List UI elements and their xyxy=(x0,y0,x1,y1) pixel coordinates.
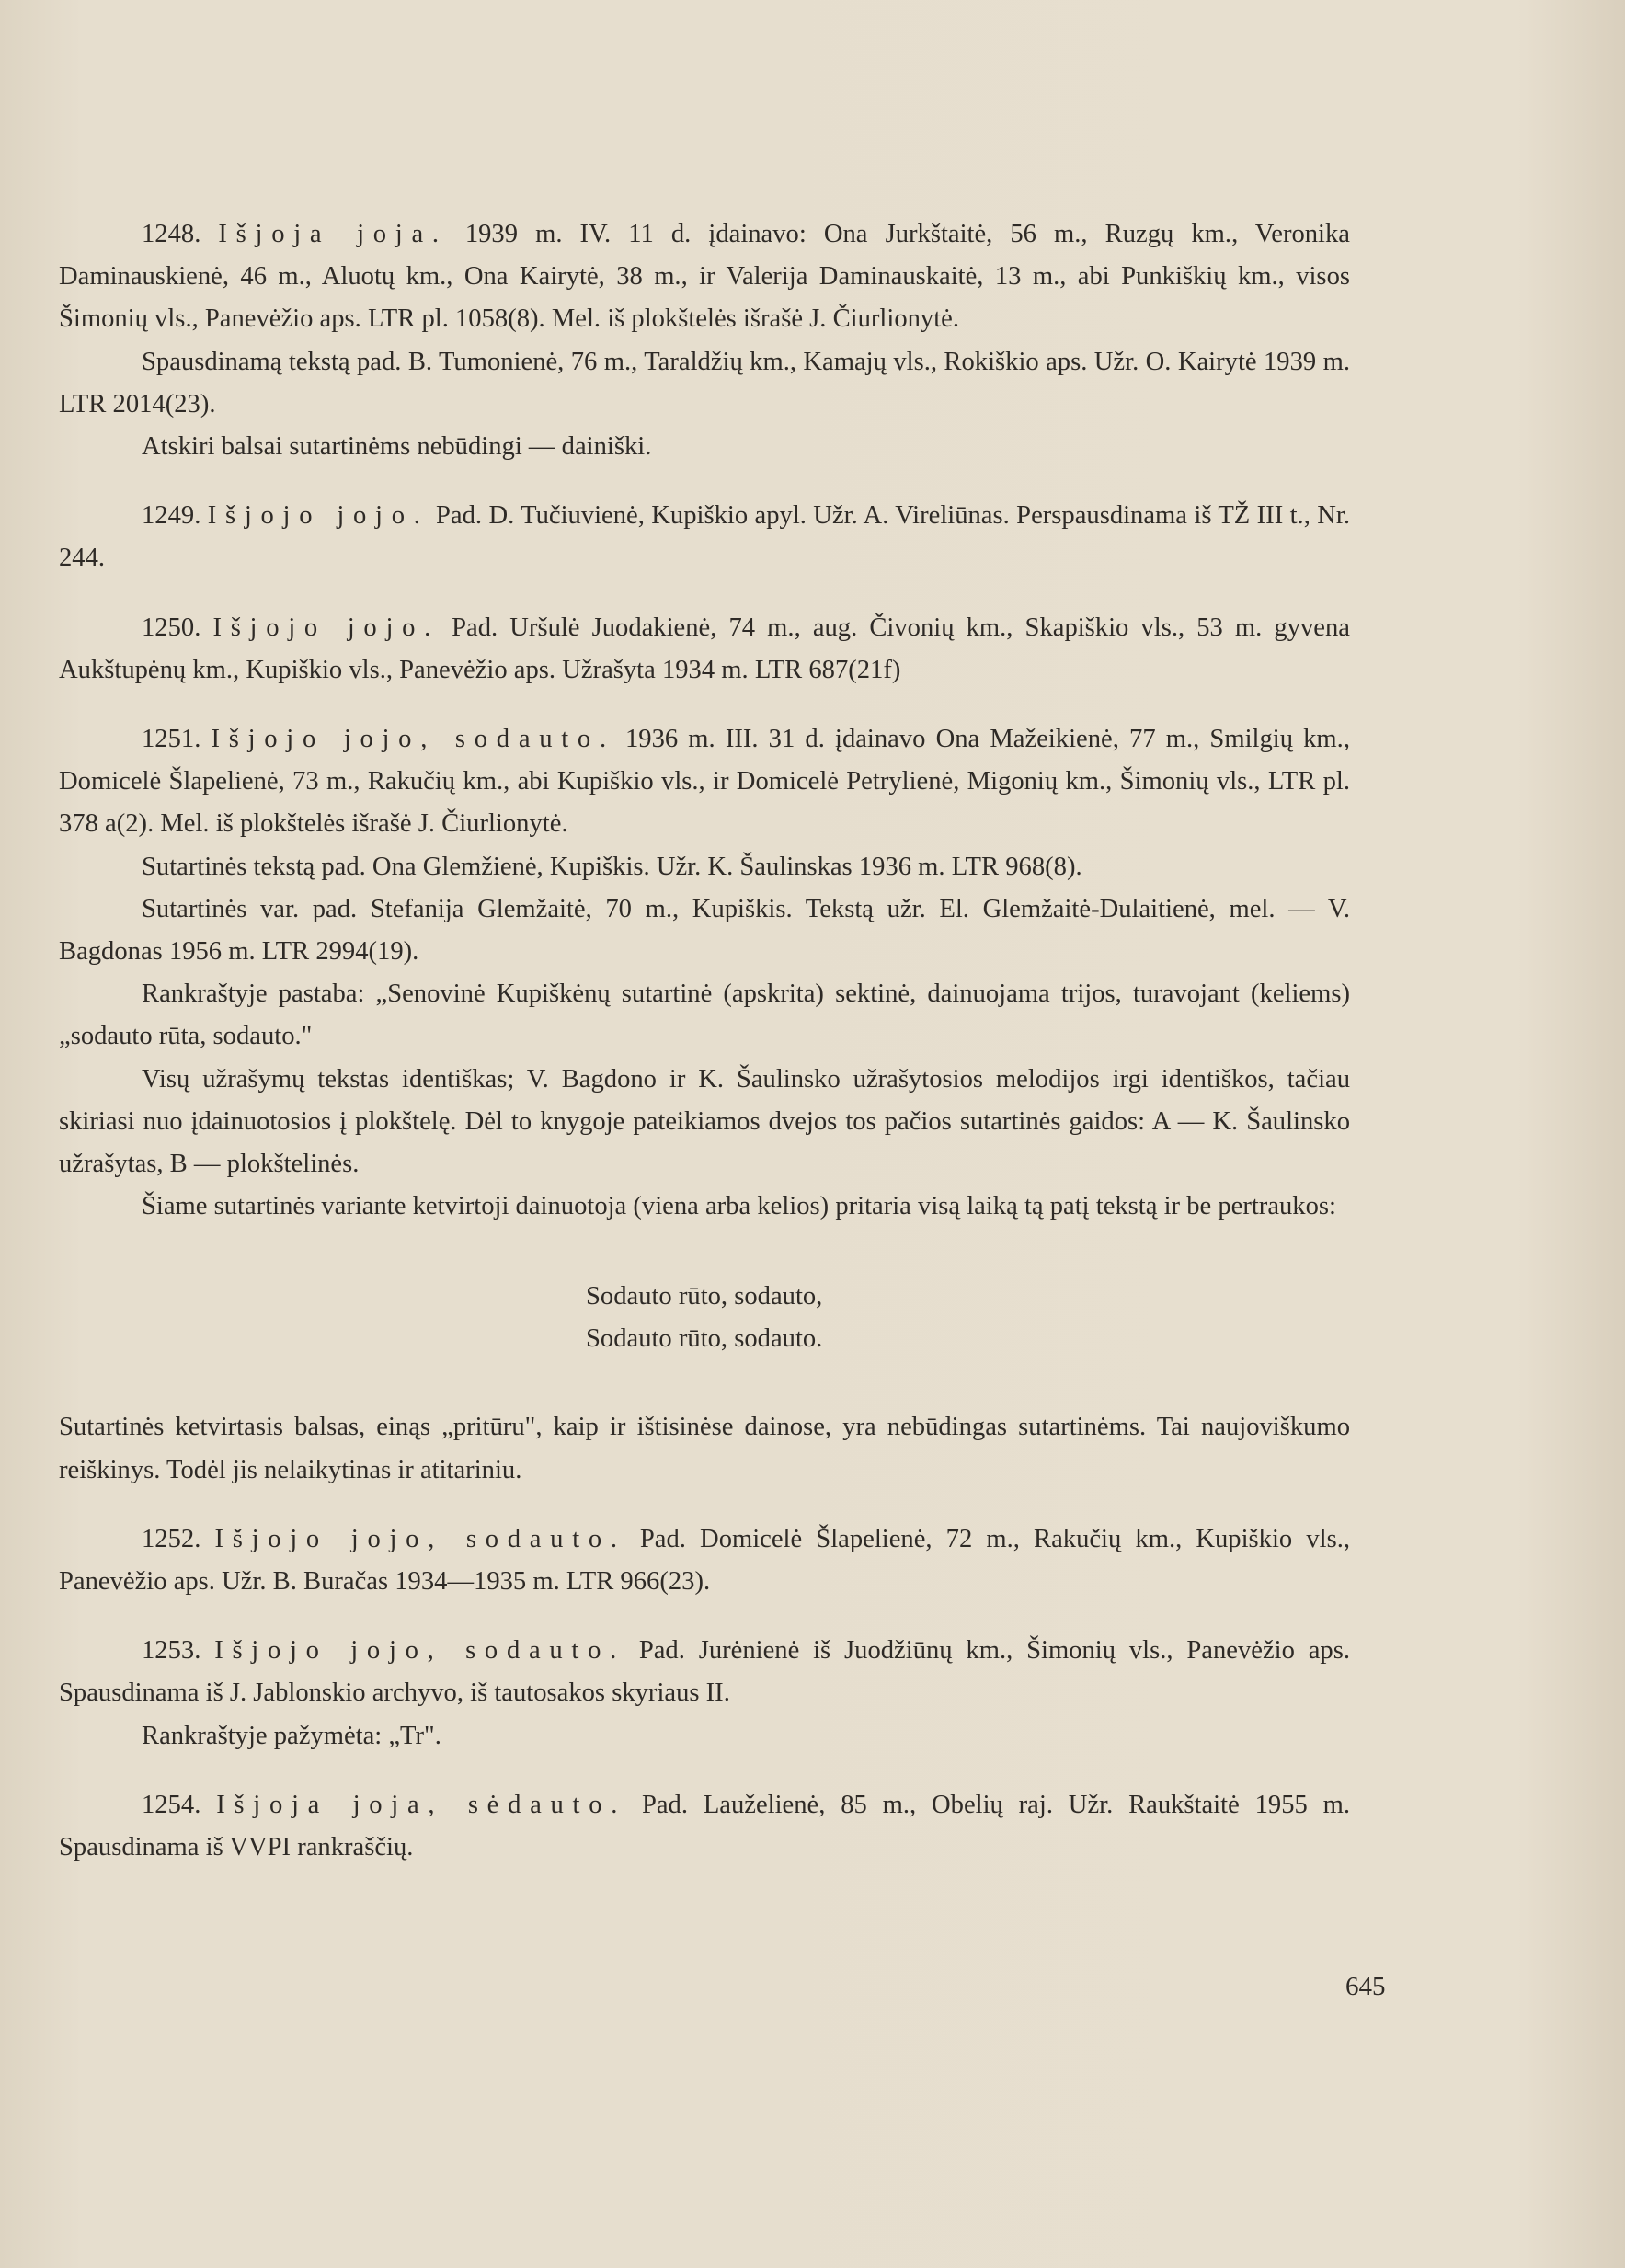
entry-title: Išjoja joja. xyxy=(218,220,448,248)
entry-paragraph xyxy=(59,1784,1350,1869)
entry-title: Išjojo jojo, sodauto. xyxy=(214,1524,626,1553)
entry-body: Pad. Lauželienė, 85 m., Obelių raj. Užr. Raukštaitė 1955 m. Spausdinama iš VVPI rankraščių. xyxy=(59,1790,1351,1862)
entry-paragraph xyxy=(59,607,1350,692)
entry-number: 1250. xyxy=(142,613,201,642)
entry-number: 1248. xyxy=(142,220,201,248)
page-number: 645 xyxy=(1345,1972,1386,2001)
entry-1254 xyxy=(59,1784,1350,1869)
entry-paragraph xyxy=(59,718,1350,846)
entry-paragraph xyxy=(59,1630,1350,1714)
entry-paragraph xyxy=(59,1518,1350,1603)
entry-note: Atskiri balsai sutartinėms nebūdingi — dainiški. xyxy=(142,432,652,462)
entry-title: Išjojo jojo, sodauto. xyxy=(211,725,615,754)
entry-body: Pad. Uršulė Juodakienė, 74 m., aug. Čivonių km., Skapiškio vls., 53 m. gyvena Aukštupėnų km., Kupiškio vls., Panevėžio aps. Užrašyta 1934 m. LTR 687(21f) xyxy=(59,613,1350,684)
entry-title: Išjojo jojo. xyxy=(207,501,429,531)
entry-paragraph xyxy=(59,495,1350,579)
entry-1250 xyxy=(59,607,1350,692)
entry-note: Visų užrašymų tekstas identiškas; V. Bagdono ir K. Šaulinsko užrašytosios melodijos irgi identiškos, tačiau skiriasi nuo įdainuotosios į plokštelę. Dėl to knygoje pateikiamos dvejos tos pačios sutartinės gaidos: A — K. Šaulinsko užrašytas, B — plokštelinės. xyxy=(59,1064,1350,1179)
entry-body: 1939 m. IV. 11 d. įdainavo: Ona Jurkštaitė, 56 m., Ruzgų km., Veronika Daminauskienė, 46 m., Aluotų km., Ona Kairytė, 38 m., ir Valerija Daminauskaitė, 13 m., abi Punkiškių km., visos Šimonių vls., Panevėžio aps. LTR pl. 1058(8). Mel. iš plokštelės išrašė J. Čiurlionytė. xyxy=(59,220,1350,334)
entry-title: Išjoja joja, sėdauto. xyxy=(216,1790,627,1819)
entry-note: Rankraštyje pastaba: „Senovinė Kupiškėnų sutartinė (apskrita) sektinė, dainuojama trijos, turavojant (keliems) „sodauto rūta, sodauto." xyxy=(59,979,1350,1051)
entry-body: 1936 m. III. 31 d. įdainavo Ona Mažeikienė, 77 m., Smilgių km., Domicelė Šlapelienė, 73 m., Rakučių km., abi Kupiškio vls., ir Domicelė Petrylienė, Migonių km., Šimonių vls., LTR pl. 378 a(2). Mel. iš plokštelės išrašė J. Čiurlionytė. xyxy=(59,725,1350,839)
entry-1252 xyxy=(59,1518,1350,1603)
entry-body: Pad. Domicelė Šlapelienė, 72 m., Rakučių km., Kupiškio vls., Panevėžio aps. Užr. B. Buračas 1934—1935 m. LTR 966(23). xyxy=(59,1524,1350,1597)
entry-number: 1253. xyxy=(142,1636,201,1666)
entry-body: Pad. Jurėnienė iš Juodžiūnų km., Šimonių vls., Panevėžio aps. Spausdinama iš J. Jablonskio archyvo, iš tautosakos skyriaus II. xyxy=(59,1636,1351,1708)
entry-number: 1251. xyxy=(142,725,201,754)
entry-note: Sutartinės ketvirtasis balsas, einąs „pritūru", kaip ir ištisinėse dainose, yra nebūdingas sutartinėms. Tai naujoviškumo reiškinys. Todėl jis nelaikytinas ir atitariniu. xyxy=(59,1413,1350,1484)
entry-note: Sutartinės var. pad. Stefanija Glemžaitė, 70 m., Kupiškis. Tekstą užr. El. Glemžaitė-Dulaitienė, mel. — V. Bagdonas 1956 m. LTR 2994(19). xyxy=(59,894,1350,967)
verse-line: Sodauto rūto, sodauto, xyxy=(586,1282,823,1312)
entry-paragraph xyxy=(59,213,1350,341)
entry-note: Rankraštyje pažymėta: „Tr". xyxy=(142,1721,441,1750)
entry-note: Sutartinės tekstą pad. Ona Glemžienė, Kupiškis. Užr. K. Šaulinskas 1936 m. LTR 968(8). xyxy=(142,852,1082,881)
entry-1249 xyxy=(59,495,1350,579)
entry-title: Išjojo jojo, sodauto. xyxy=(214,1636,625,1666)
entry-1248 xyxy=(59,213,1350,468)
entry-title: Išjojo jojo. xyxy=(212,613,441,642)
entry-1251 xyxy=(59,718,1350,1492)
entry-body: Pad. D. Tučiuvienė, Kupiškio apyl. Užr. A. Vireliūnas. Perspausdinama iš TŽ III t., Nr. 244. xyxy=(59,501,1350,573)
entry-number: 1249. xyxy=(142,501,201,531)
entry-number: 1254. xyxy=(142,1790,201,1819)
commentary-text xyxy=(59,213,1350,1869)
verse-line: Sodauto rūto, sodauto. xyxy=(586,1324,823,1354)
entry-1253 xyxy=(59,1630,1350,1758)
entry-number: 1252. xyxy=(142,1524,201,1553)
verse-quote xyxy=(586,1276,1350,1360)
entry-note: Šiame sutartinės variante ketvirtoji dainuotoja (viena arba kelios) pritaria visą laiką tą patį tekstą ir be pertraukos: xyxy=(142,1192,1336,1221)
entry-note: Spausdinamą tekstą pad. B. Tumonienė, 76 m., Taraldžių km., Kamajų vls., Rokiškio aps. Užr. O. Kairytė 1939 m. LTR 2014(23). xyxy=(59,347,1350,418)
